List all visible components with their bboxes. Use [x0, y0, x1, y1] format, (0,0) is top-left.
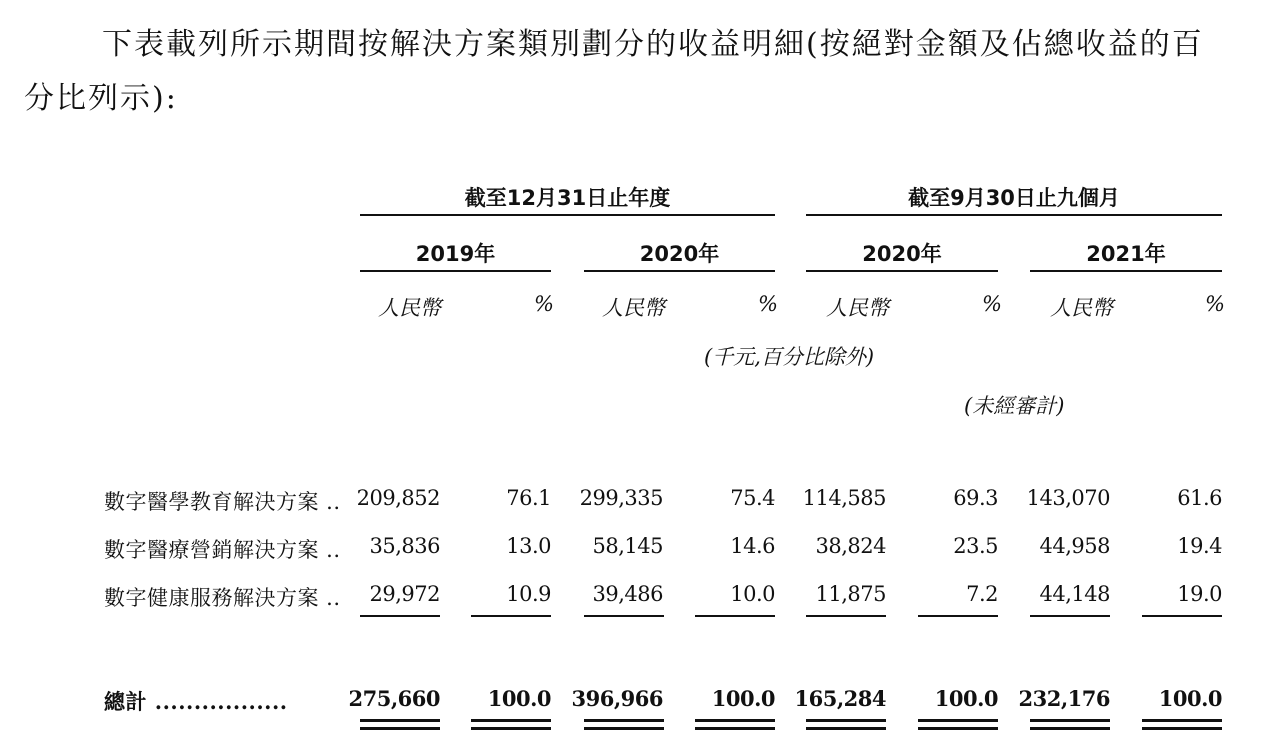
total-double-rule	[1142, 727, 1222, 730]
table-cell: 69.3	[953, 486, 998, 510]
year-rule	[806, 270, 998, 272]
year-rule	[360, 270, 551, 272]
unit-pct: %	[758, 292, 778, 316]
group-rule-nine-months	[806, 214, 1222, 216]
table-cell: 10.9	[506, 582, 551, 606]
total-double-rule	[1142, 719, 1222, 722]
table-cell: 23.5	[953, 534, 998, 558]
total-cell: 100.0	[1158, 686, 1222, 711]
subtotal-rule	[360, 615, 440, 617]
total-double-rule	[918, 719, 998, 722]
table-cell: 29,972	[369, 582, 440, 606]
total-double-rule	[471, 719, 551, 722]
year-header-2020: 2020年	[639, 242, 720, 266]
total-double-rule	[584, 727, 664, 730]
table-cell: 58,145	[592, 534, 663, 558]
note-thousands: (千元,百分比除外)	[704, 345, 875, 369]
subtotal-rule	[1142, 615, 1222, 617]
table-cell: 11,875	[815, 582, 886, 606]
total-double-rule	[806, 719, 886, 722]
table-cell: 75.4	[730, 486, 775, 510]
unit-rmb: 人民幣	[1050, 296, 1113, 320]
subtotal-rule	[918, 615, 998, 617]
total-double-rule	[584, 719, 664, 722]
unit-rmb: 人民幣	[378, 296, 441, 320]
table-cell: 299,335	[579, 486, 663, 510]
header-year-ended: 截至12月31日止年度	[464, 186, 671, 210]
total-cell: 165,284	[794, 686, 886, 711]
total-double-rule	[360, 727, 440, 730]
table-cell: 38,824	[815, 534, 886, 558]
year-rule	[1030, 270, 1222, 272]
table-cell: 44,958	[1039, 534, 1110, 558]
total-double-rule	[695, 719, 775, 722]
subtotal-rule	[471, 615, 551, 617]
subtotal-rule	[584, 615, 664, 617]
total-cell: 232,176	[1018, 686, 1110, 711]
table-cell: 39,486	[592, 582, 663, 606]
table-cell: 209,852	[356, 486, 440, 510]
unit-pct: %	[982, 292, 1002, 316]
subtotal-rule	[695, 615, 775, 617]
table-cell: 76.1	[506, 486, 551, 510]
total-double-rule	[918, 727, 998, 730]
table-cell: 19.0	[1177, 582, 1222, 606]
table-cell: 13.0	[506, 534, 551, 558]
group-rule-year	[360, 214, 775, 216]
row-label-marketing: 數字醫療營銷解決方案 ..	[104, 538, 341, 562]
intro-paragraph: 下表載列所示期間按解決方案類別劃分的收益明細(按絕對金額及佔總收益的百分比列示):	[24, 27, 1204, 116]
note-unaudited: (未經審計)	[964, 394, 1065, 418]
total-cell: 275,660	[348, 686, 440, 711]
total-double-rule	[471, 727, 551, 730]
total-label: 總計 .................	[104, 689, 288, 714]
total-double-rule	[695, 727, 775, 730]
total-cell: 100.0	[934, 686, 998, 711]
subtotal-rule	[806, 615, 886, 617]
unit-rmb: 人民幣	[602, 296, 665, 320]
row-label-education: 數字醫學教育解決方案 ..	[104, 490, 341, 514]
row-label-health-service: 數字健康服務解決方案 ..	[104, 586, 341, 610]
table-cell: 35,836	[369, 534, 440, 558]
header-nine-months: 截至9月30日止九個月	[908, 186, 1120, 210]
total-double-rule	[1030, 727, 1110, 730]
unit-rmb: 人民幣	[826, 296, 889, 320]
table-cell: 14.6	[730, 534, 775, 558]
total-double-rule	[1030, 719, 1110, 722]
total-cell: 396,966	[571, 686, 663, 711]
total-double-rule	[360, 719, 440, 722]
year-header-2019: 2019年	[415, 242, 496, 266]
subtotal-rule	[1030, 615, 1110, 617]
unit-pct: %	[1205, 292, 1225, 316]
table-cell: 143,070	[1026, 486, 1110, 510]
unit-pct: %	[534, 292, 554, 316]
year-header-2021: 2021年	[1086, 242, 1166, 266]
table-cell: 114,585	[802, 486, 886, 510]
table-cell: 19.4	[1177, 534, 1222, 558]
total-cell: 100.0	[487, 686, 551, 711]
table-cell: 61.6	[1177, 486, 1222, 510]
table-cell: 7.2	[966, 582, 998, 606]
year-rule	[584, 270, 775, 272]
total-double-rule	[806, 727, 886, 730]
table-cell: 44,148	[1039, 582, 1110, 606]
year-header-2020-nine-months: 2020年	[862, 242, 942, 266]
table-cell: 10.0	[730, 582, 775, 606]
total-cell: 100.0	[711, 686, 775, 711]
